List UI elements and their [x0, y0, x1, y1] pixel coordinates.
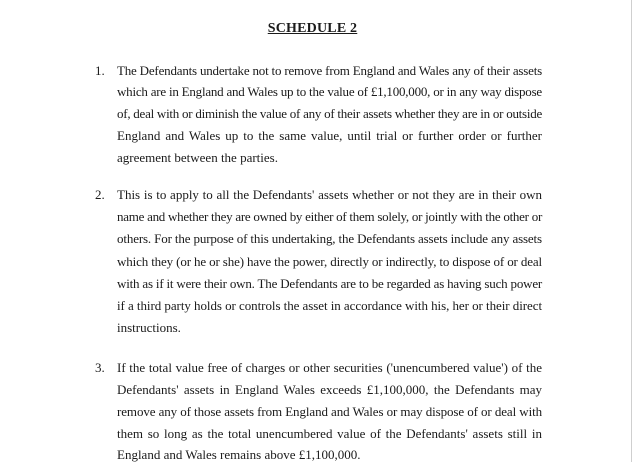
paragraph-number: 3.	[95, 360, 105, 375]
paragraph-line: England and Wales up to the same value, until trial or further order or further	[117, 128, 542, 143]
paragraph-line: them so long as the total unencumbered value of the Defendants' assets still in	[117, 426, 542, 441]
paragraph-line: If the total value free of charges or other securities ('unencumbered value') of the	[117, 360, 542, 375]
paragraph-line: if a third party holds or controls the asset in accordance with his, her or their direct	[117, 298, 543, 313]
paragraph-line: which they (or he or she) have the power, directly or indirectly, to dispose of or deal	[117, 254, 542, 269]
paragraph-line: remove any of those assets from England and Wales or may dispose of or deal with	[117, 404, 543, 419]
paragraph-line: others. For the purpose of this undertaking, the Defendants assets include any assets	[117, 231, 542, 246]
paragraph-line: Defendants' assets in England Wales exceeds £1,100,000, the Defendants may	[117, 382, 543, 397]
paragraph-number: 1.	[95, 63, 105, 78]
document-title: SCHEDULE 2	[267, 21, 358, 36]
paragraph-line: of, deal with or diminish the value of any of their assets whether they are in or outside	[117, 106, 542, 121]
paragraph-line: instructions.	[117, 320, 181, 335]
paragraph-line: agreement between the parties.	[117, 150, 278, 165]
paragraph-line: The Defendants undertake not to remove from England and Wales any of their assets	[117, 63, 542, 78]
paragraph-line: with as if it were their own. The Defendants are to be regarded as having such power	[117, 276, 543, 291]
paragraph-line: which are in England and Wales up to the value of £1,100,000, or in any way dispose	[117, 84, 542, 99]
paragraph-line: This is to apply to all the Defendants' assets whether or not they are in their own	[117, 187, 543, 202]
paragraph-line: England and Wales remains above £1,100,000.	[117, 447, 361, 462]
page-edge-divider	[631, 0, 632, 462]
paragraph-number: 2.	[95, 187, 105, 202]
paragraph-line: name and whether they are owned by either of them solely, or jointly with the other or	[117, 209, 543, 224]
